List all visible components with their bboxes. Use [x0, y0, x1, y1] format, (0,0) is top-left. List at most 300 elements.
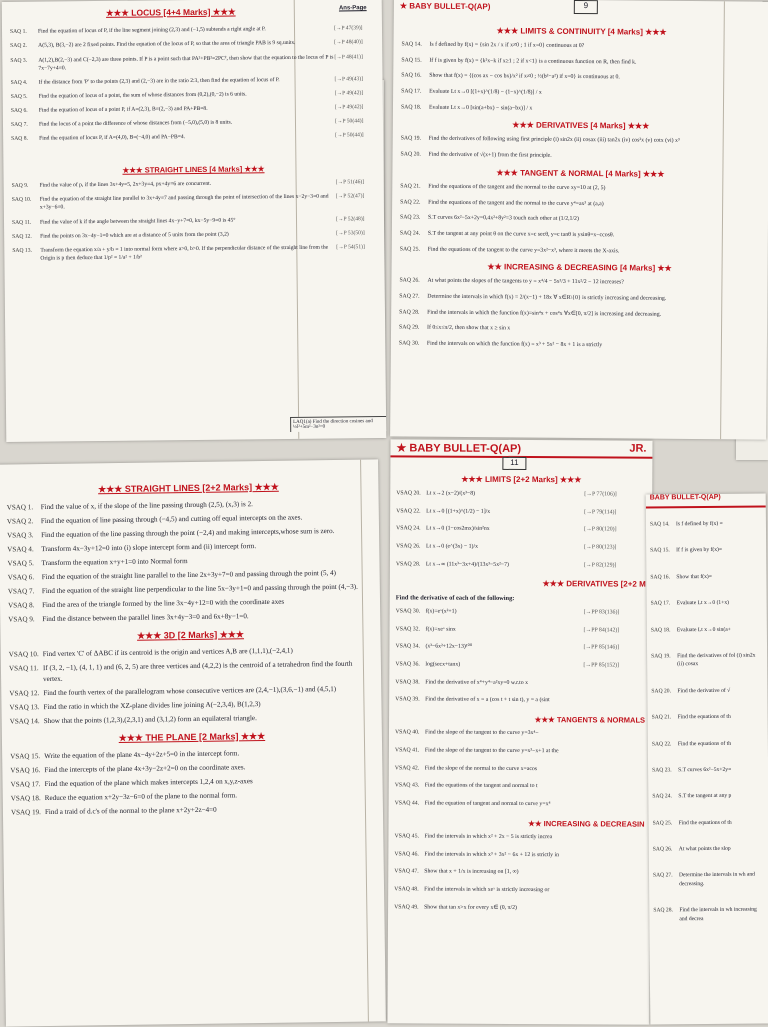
answer-page-reference: [→PP 83(136)]: [584, 608, 646, 617]
answer-page-reference: [→P 49(42)]: [335, 103, 375, 112]
locus-question-list: [10, 24, 375, 143]
question-text: Find the equation of the straight line parallel to the line 2x+3y+7=0 and passing through the point (5, 4): [42, 567, 372, 583]
fragment-question: [651, 599, 763, 608]
question-text: Find the equation of locus P, if A=(4,0), B=(−4,0) and PA−PB=4.: [39, 132, 335, 143]
question-number: SAQ 25.: [653, 819, 679, 828]
plane-vsaq: [11, 788, 375, 804]
question-number: SAQ 30.: [399, 339, 427, 348]
question-text: Find the area of the triangle formed by the line 3x−4y+12=0 with the coordinate axes: [42, 595, 372, 611]
question-text: Find the derivative of √: [677, 686, 763, 695]
question-text: f(x)=xeˣ sinx: [426, 625, 584, 635]
straight-line-question: [12, 215, 376, 227]
page-header: [390, 439, 652, 458]
question-text: log(secx+tanx): [425, 661, 583, 671]
straight-line-question: [12, 229, 376, 241]
question-number: VSAQ 1.: [7, 502, 41, 513]
question-text: Determine the intervals in wh and decreasing.: [679, 871, 765, 889]
question-text: Find the equation of locus of a point P, if A=(2,3), B=(2,−3) and PA+PB=8.: [39, 103, 335, 114]
question-text: (x³−6x²+12x−13)¹⁰⁰: [425, 643, 583, 653]
question-text: At what points the slopes of the tangents to y = x⁴/4 − 5x³/3 + 11x²/2 − 12 increases?: [427, 277, 759, 289]
question-text: Find the equations of the tangent to the curve y=3x²−x³, where it meets the X-axis.: [428, 245, 760, 257]
question-text: Show that the points (1,2,3),(2,3,1) and (3,1,2) form an equilateral triangle.: [44, 711, 374, 727]
question-number: SAQ 21.: [400, 182, 428, 191]
question-number: VSAQ 28.: [396, 560, 426, 569]
answer-page-reference: [→PP 84(142)]: [584, 626, 646, 635]
straight-line-question: [12, 178, 376, 190]
question-number: SAQ 11.: [12, 218, 40, 226]
fragment-question: [650, 572, 762, 581]
answer-page-reference: [→P 80(120)]: [584, 526, 646, 535]
textbook-page-top-right: [390, 0, 768, 440]
question-number: SAQ 10.: [12, 196, 40, 204]
locus-question: [10, 53, 374, 73]
locus-question: [11, 131, 375, 143]
answer-page-reference: [→P 51(46)]: [336, 178, 376, 187]
tangent-question-list: [400, 182, 761, 257]
derivative-question: [401, 151, 761, 163]
question-number: VSAQ 34.: [395, 643, 425, 652]
answer-page-reference: [→PP 85(146)]: [583, 644, 645, 653]
question-number: SAQ 23.: [652, 766, 678, 775]
question-text: A(5,3), B(3,−2) are 2 fixed points. Find the equation of the locus of P, so that the area of triangle PAB is 9 sq.units.: [38, 39, 334, 50]
answer-page-reference: [→P 50(44)]: [335, 131, 375, 140]
3d-vsaq: [9, 644, 373, 660]
answer-page-reference: [→P 77(106)]: [584, 490, 646, 499]
straight-line-vsaq: [8, 567, 372, 583]
textbook-page-bottom-left: [0, 459, 386, 1026]
question-text: Find the equations of th: [679, 818, 765, 827]
answer-page-reference: [→P 50(44)]: [335, 117, 375, 126]
tangent-vsaq: [395, 729, 645, 739]
increasing-section-title: ★★ INCREASING & DECREASING [4 Marks] ★★: [400, 261, 760, 276]
question-text: Find the value of x, if the slope of the line passing through (2,5), (x,3) is 2.: [41, 497, 371, 513]
tangents-vsaq-list: [395, 729, 645, 810]
answer-page-reference: [→P 47(39)]: [334, 24, 374, 33]
question-number: VSAQ 26.: [396, 542, 426, 551]
textbook-page-top-left: [2, 0, 387, 442]
question-number: SAQ 9.: [12, 182, 40, 190]
question-number: SAQ 12.: [12, 232, 40, 240]
question-text: Find the intervals in which x² + 2x − 5 is strictly increa: [424, 833, 644, 843]
question-number: VSAQ 3.: [7, 530, 41, 541]
derivative-vsaq: [395, 696, 645, 706]
question-text: Find vertex 'C' of ΔABC if its centroid is the origin and vertices A,B are (1,1,1),(−2,4,1): [43, 644, 373, 660]
question-text: Find the derivatives of fol (i) sin2x (ii) cosax: [677, 651, 763, 669]
fragment-question: [652, 765, 764, 774]
tangent-question: [400, 182, 760, 194]
plane-vsaq: [10, 746, 374, 762]
question-text: Find the equation of locus of a point, the sum of whose distances from (0,2),(0,−2) is 6 units.: [39, 89, 335, 100]
answer-page-reference: [→P 49(42)]: [335, 89, 375, 98]
derivative-vsaq: [396, 625, 646, 635]
question-number: SAQ 7.: [11, 121, 39, 129]
increasing-question: [399, 339, 759, 351]
question-text: Find the distance between the parallel lines 3x+4y−3=0 and 6x+8y−1=0.: [42, 609, 372, 625]
derivative-vsaq: [395, 660, 645, 670]
tangent-normal-section-title: ★★★ TANGENT & NORMAL [4 Marks] ★★★: [400, 166, 760, 181]
question-text: Show that tan x>x for every x∈ (0, π/2): [424, 903, 644, 913]
question-text: Find the derivative of x⁴+y⁴−a²xy=0 w.r.to x: [425, 678, 583, 688]
straight-line-vsaq: [7, 497, 371, 513]
fragment-question: [650, 546, 762, 555]
question-number: VSAQ 11.: [9, 663, 43, 674]
question-text: If the distance from 'P' to the points (2,3) and (2,−3) are in the ratio 2:3, then find the equation of locus of P.: [39, 75, 335, 86]
3d-vsaq: [9, 683, 373, 699]
question-number: SAQ 20.: [401, 151, 429, 160]
book-title: ★ BABY BULLET-Q(AP): [394, 0, 497, 13]
3d-vsaq: [10, 711, 374, 727]
question-number: SAQ 19.: [651, 652, 677, 661]
question-number: SAQ 6.: [11, 107, 39, 115]
question-number: VSAQ 13.: [9, 702, 43, 713]
tangent-vsaq: [395, 782, 645, 792]
limits-vsaq: [396, 542, 646, 552]
question-number: SAQ 14.: [401, 40, 429, 49]
limits-question: [401, 72, 761, 84]
question-number: VSAQ 7.: [8, 586, 42, 597]
question-text: Find the intervals on which the function f(x) = x³ + 5x² − 8x + 1 is a strictly: [427, 340, 759, 352]
question-number: SAQ 1.: [10, 28, 38, 36]
tangent-vsaq: [395, 746, 645, 756]
question-text: Lt x→0 [(1+x)^(1/2) − 1]/x: [426, 507, 584, 517]
question-text: Find the equation of the plane which makes intercepts 1,2,4 on x,y,z-axes: [44, 774, 374, 790]
question-number: VSAQ 40.: [395, 729, 425, 738]
question-number: VSAQ 6.: [8, 572, 42, 583]
derivatives-section-title: ★★★ DERIVATIVES [2+2 M: [396, 578, 646, 591]
question-text: If f is given by f(x)=: [676, 546, 762, 555]
question-text: Find the value of p, if the lines 3x+4y=5, 2x+3y=4, px+4y=6 are concurrent.: [40, 179, 336, 190]
question-text: Lt x→2 (x−2)/(x³−8): [426, 490, 584, 500]
question-number: SAQ 19.: [401, 135, 429, 144]
question-text: S.T curves 6x²−5x+2y=0,4x²+8y²=3 touch each other at (1/2,1/2): [428, 214, 760, 226]
limits-section-title: ★★★ LIMITS & CONTINUITY [4 Marks] ★★★: [402, 24, 762, 39]
derivative-vsaq: [396, 607, 646, 617]
question-number: VSAQ 36.: [395, 660, 425, 669]
question-number: VSAQ 10.: [9, 649, 43, 660]
question-number: SAQ 17.: [401, 87, 429, 96]
plane-section-title: ★★★ THE PLANE [2 Marks] ★★★: [10, 728, 374, 747]
tangent-question: [400, 229, 760, 241]
derivatives-intro: Find the derivative of each of the following:: [396, 594, 646, 605]
question-text: Show that f(x) = {(cos ax − cos bx)/x² if x≠0 ; ½(b²−a²) if x=0} is continuous at 0.: [429, 72, 761, 84]
question-number: SAQ 23.: [400, 214, 428, 223]
question-text: Find the points on 3x−4y−1=0 which are at a distance of 5 units from the point (3,2): [40, 229, 336, 240]
tangent-question: [400, 245, 760, 257]
textbook-page-fragment-right: [646, 493, 768, 1024]
increasing-question-list: [399, 277, 760, 352]
question-number: SAQ 8.: [11, 135, 39, 143]
laq-note: LAQ1(a) Find the direction cosines and ½l²+5m²−3n²=0: [290, 416, 386, 432]
increasing-vsaq: [394, 868, 644, 878]
question-text: Find the fourth vertex of the parallelogram whose consecutive vertices are (2,4,−1),(3,6,−1) and (4,5,1): [43, 683, 373, 699]
increasing-question: [399, 308, 759, 320]
question-text: Find the equations of the tangent and the normal to the curve y⁴=ax³ at (a,a): [428, 198, 760, 210]
3d-vsaq-list: [9, 644, 374, 727]
limits-vsaq: [396, 525, 646, 535]
increasing-section-title: ★★ INCREASING & DECREASIN: [394, 817, 644, 830]
question-number: VSAQ 48.: [394, 886, 424, 895]
question-number: VSAQ 44.: [395, 800, 425, 809]
question-number: VSAQ 47.: [394, 868, 424, 877]
plane-vsaq-list: [10, 746, 375, 818]
question-text: Find the intervals in which xeˣ is strictly increasing or: [424, 886, 644, 896]
book-title: ★ BABY BULLET-Q(AP): [390, 439, 527, 456]
increasing-question: [399, 324, 759, 336]
question-text: Find the equation of locus of P, if the line segment joining (2,3) and (−1,5) subtends a right angle at P.: [38, 25, 334, 36]
answer-page-reference: [→P 80(123)]: [584, 543, 646, 552]
locus-question: [11, 117, 375, 129]
limits-question: [401, 56, 761, 68]
page-number: 9: [574, 0, 598, 14]
question-number: VSAQ 22.: [396, 507, 426, 516]
question-number: SAQ 5.: [11, 92, 39, 100]
question-number: VSAQ 42.: [395, 764, 425, 773]
question-number: SAQ 29.: [399, 324, 427, 333]
question-number: VSAQ 24.: [396, 525, 426, 534]
derivatives-question-list: [401, 135, 761, 163]
question-number: SAQ 18.: [401, 103, 429, 112]
increasing-question: [399, 277, 759, 289]
question-text: Find the slope of the tangent to the curve y=x³−x+1 at the: [425, 747, 645, 757]
fragment-question: [653, 845, 765, 854]
question-number: SAQ 22.: [652, 740, 678, 749]
question-text: Is f defined by f(x) =: [676, 520, 762, 529]
question-number: VSAQ 30.: [396, 607, 426, 616]
question-text: Find the intervals in wh increasing and decrea: [679, 906, 765, 924]
answer-page-reference: [→P 82(129)]: [584, 561, 646, 570]
question-text: If 0≤x≤π/2, then show that x ≥ sin x: [427, 324, 759, 336]
fragment-question: [653, 871, 765, 889]
question-number: VSAQ 5.: [7, 558, 41, 569]
answer-page-reference: [→PP 85(152)]: [583, 661, 645, 670]
jr-label: JR.: [623, 441, 652, 457]
answer-page-reference: [→P 48(40)]: [334, 39, 374, 48]
increasing-vsaq-list: [394, 832, 644, 913]
question-number: SAQ 28.: [399, 308, 427, 317]
question-number: SAQ 4.: [11, 78, 39, 86]
limits-vsaq-list: [396, 489, 646, 570]
answer-page-reference: [→P 48(41)]: [334, 53, 374, 62]
straight-line-vsaq: [7, 511, 371, 527]
straight-lines-2m-title: ★★★ STRAIGHT LINES [2+2 Marks] ★★★: [6, 479, 370, 498]
fragment-question: [651, 686, 763, 695]
question-number: SAQ 16.: [650, 573, 676, 582]
straight-line-vsaq: [8, 595, 372, 611]
question-number: VSAQ 8.: [8, 600, 42, 611]
question-number: SAQ 15.: [401, 56, 429, 65]
question-number: VSAQ 17.: [10, 779, 44, 790]
question-number: VSAQ 41.: [395, 746, 425, 755]
question-number: VSAQ 45.: [394, 832, 424, 841]
question-number: VSAQ 14.: [10, 716, 44, 727]
question-text: Find the intercepts of the plane 4x+3y−2z+2=0 on the coordinate axes.: [44, 760, 374, 776]
question-text: Lt x→∞ (11x³−3x+4)/(13x³−5x²−7): [426, 560, 584, 570]
tangent-vsaq: [395, 764, 645, 774]
question-text: Evaluate Lt x→0 sin(a+: [677, 625, 763, 634]
plane-vsaq: [11, 802, 375, 818]
question-text: At what points the slop: [679, 845, 765, 854]
limits-vsaq: [396, 560, 646, 570]
question-text: Find the ratio in which the XZ-plane divides line joining A(−2,3,4), B(1,2,3): [43, 697, 373, 713]
answer-page-reference: [→P 79(114)]: [584, 508, 646, 517]
question-number: VSAQ 39.: [395, 696, 425, 705]
derivative-question: [401, 135, 761, 147]
limits-question: [401, 87, 761, 99]
locus-question: [11, 75, 375, 87]
straight-line-vsaq: [8, 581, 372, 597]
question-number: SAQ 13.: [12, 246, 40, 254]
locus-question: [10, 39, 374, 51]
straight-line-vsaq: [8, 609, 372, 625]
fragment-question: [651, 651, 763, 669]
fragment-question: [652, 792, 764, 801]
answer-page-reference: [→P 49(43)]: [334, 75, 374, 84]
straight-line-question: [12, 243, 376, 263]
derivative-vsaq: [395, 643, 645, 653]
question-text: Find the derivatives of following using first principle (i) sin2x (ii) cosax (iii) tan2x (iv) cos²x (v) cotx (vi) x³: [429, 135, 761, 147]
derivatives-section-title: ★★★ DERIVATIVES [4 Marks] ★★★: [401, 119, 761, 134]
limits-vsaq: [396, 507, 646, 517]
3d-vsaq: [9, 697, 373, 713]
increasing-vsaq: [394, 903, 644, 913]
question-text: Lt x→0 (e^(3x) − 1)/x: [426, 543, 584, 553]
question-text: Lt x→0 (1−cos2mx)/sin²nx: [426, 525, 584, 535]
answer-page-reference: [→P 53(50)]: [336, 229, 376, 238]
locus-question: [10, 24, 374, 36]
question-number: VSAQ 2.: [7, 516, 41, 527]
straight-line-question: [12, 192, 376, 212]
3d-vsaq: [9, 658, 373, 685]
question-number: SAQ 28.: [653, 907, 679, 916]
question-text: If f is given by f(x) = {k²x−k if x≥1 ; 2 if x<1} is a continuous function on R, then find k.: [429, 56, 761, 68]
question-text: A(1,2),B(2,−3) and C(−2,3) are three points. If P is a point such that PA²+PB²=2PC², then show that the equation to the locus of P is 7x−7y+4=0.: [38, 53, 334, 72]
question-text: Find the locus of a point the difference of whose distances from (−5,0),(5,0) is 8 units.: [39, 118, 335, 129]
question-number: SAQ 21.: [652, 713, 678, 722]
increasing-vsaq: [394, 832, 644, 842]
fragment-question: [651, 625, 763, 634]
question-text: Find the equation of the straight line perpendicular to the line 5x−3y+1=0 and passing through the point (4,−3).: [42, 581, 372, 597]
fragment-question: [652, 713, 764, 722]
question-text: Find the value of k if the angle between the straight lines 4x−y+7=0, kx−5y−9=0 is 45°: [40, 215, 336, 226]
question-number: VSAQ 46.: [394, 850, 424, 859]
fragment-question: [650, 520, 762, 529]
question-text: Find the derivative of √(x+1) from the first principle.: [429, 151, 761, 163]
question-text: Find the intervals in which the function f(x)=sin⁴x + cos⁴x ∀x∈[0, π/2] is increasing and decreasing.: [427, 308, 759, 320]
derivative-vsaq: [395, 678, 645, 688]
straight-line-vsaq: [7, 525, 371, 541]
question-text: Evaluate Lt x→0 [sin(a+bx) − sin(a−bx)] / x: [429, 103, 761, 115]
question-number: VSAQ 49.: [394, 903, 424, 912]
ans-page-header: Ans-Page: [332, 4, 374, 17]
fragment-question-list: [650, 520, 766, 924]
question-number: SAQ 15.: [650, 547, 676, 556]
question-text: Is f defined by f(x) = {sin 2x / x if x≠0 ; 1 if x=0} continuous at 0?: [429, 41, 761, 53]
question-number: VSAQ 15.: [10, 751, 44, 762]
question-number: SAQ 24.: [400, 229, 428, 238]
3d-section-title: ★★★ 3D [2 Marks] ★★★: [8, 626, 372, 645]
question-text: Find the intervals in which x³ + 3x² − 6x + 12 is strictly in: [424, 850, 644, 860]
question-number: SAQ 22.: [400, 198, 428, 207]
question-number: SAQ 26.: [399, 277, 427, 286]
question-number: VSAQ 19.: [11, 807, 45, 818]
question-text: S.T the tangent at any p: [678, 792, 764, 801]
question-number: VSAQ 18.: [11, 793, 45, 804]
question-number: VSAQ 20.: [396, 489, 426, 498]
increasing-vsaq: [394, 850, 644, 860]
question-text: Reduce the equation x+2y−3z−6=0 of the plane to the normal form.: [45, 788, 375, 804]
question-text: Find the equation of line passing through (−4,5) and cutting off equal intercepts on the axes.: [41, 511, 371, 527]
fragment-question: [652, 739, 764, 748]
question-text: Show that f(x)=: [676, 572, 762, 581]
question-number: VSAQ 32.: [396, 625, 426, 634]
straight-line-vsaq: [7, 539, 371, 555]
question-number: VSAQ 9.: [8, 614, 42, 625]
fragment-question: [653, 906, 765, 924]
question-text: Find the equation of the straight line parallel to 3x+4y=7 and passing through the point of intersection of the lines x−2y−3=0 and x+3y−6=0.: [40, 193, 336, 212]
question-text: Find the equations of the tangent and normal to t: [425, 782, 645, 792]
straight-line-vsaq: [7, 553, 371, 569]
locus-section-title: ★★★ LOCUS [4+4 Marks] ★★★: [10, 5, 332, 21]
question-number: VSAQ 38.: [395, 678, 425, 687]
answer-page-reference: [→P 54(51)]: [336, 243, 376, 252]
question-text: Transform 4x−3y+12=0 into (i) slope intercept form and (ii) intercept form.: [41, 539, 371, 555]
limits-vsaq: [396, 489, 646, 499]
fragment-question: [653, 818, 765, 827]
question-text: Find the equations of th: [678, 713, 764, 722]
question-number: SAQ 27.: [653, 872, 679, 881]
question-number: SAQ 17.: [651, 599, 677, 608]
plane-vsaq: [10, 774, 374, 790]
question-number: SAQ 25.: [400, 245, 428, 254]
question-text: Find the equations of the tangent and the normal to the curve xy=10 at (2, 5): [428, 182, 760, 194]
fragment-header: BABY BULLET-Q(AP): [646, 493, 766, 508]
question-number: SAQ 27.: [399, 292, 427, 301]
question-text: If (3, 2, −1), (4, 1, 1) and (6, 2, 5) are three vertices and (4,2,2) is the centroid of a tetrahedron find the fourth vertex.: [43, 658, 373, 685]
straight-lines-question-list: [12, 178, 377, 263]
textbook-page-bottom-right: [387, 439, 652, 1024]
question-text: Find the equations of th: [678, 739, 764, 748]
locus-question: [11, 103, 375, 115]
page-number: 11: [502, 457, 526, 470]
tangent-question: [400, 214, 760, 226]
question-number: SAQ 2.: [10, 42, 38, 50]
tangents-normals-title: ★★★ TANGENTS & NORMALS: [395, 714, 645, 727]
question-text: Evaluate Lt x→0 (1+x): [677, 599, 763, 608]
question-text: Write the equation of the plane 4x−4y+2z+5=0 in the intercept form.: [44, 746, 374, 762]
tangent-vsaq: [395, 800, 645, 810]
question-text: Evaluate Lt x→0 [(1+x)^(1/8) − (1−x)^(1/8)] / x: [429, 88, 761, 100]
question-text: Find the slope of the tangent to the curve y=3x⁴−: [425, 729, 645, 739]
question-text: Transform the equation x+y+1=0 into Normal form: [41, 553, 371, 569]
limits-question-list: [401, 40, 762, 115]
question-text: Show that x + 1/x is increasing on [1, ∞): [424, 868, 644, 878]
limits-section-title: ★★★ LIMITS [2+2 Marks] ★★★: [396, 473, 646, 486]
limits-question: [401, 103, 761, 115]
question-number: SAQ 16.: [401, 72, 429, 81]
question-text: Find the slope of the normal to the curve x=acos: [425, 764, 645, 774]
question-number: VSAQ 4.: [7, 544, 41, 555]
answer-page-reference: [→P 52(48)]: [336, 215, 376, 224]
tangent-question: [400, 198, 760, 210]
question-number: VSAQ 12.: [9, 688, 43, 699]
question-text: f(x)=eˣ(x²+1): [426, 608, 584, 618]
question-text: S.T the tangent at any point θ on the curve x=c secθ, y=c tanθ is ysinθ=x−ccosθ.: [428, 230, 760, 242]
increasing-question: [399, 292, 759, 304]
question-number: SAQ 3.: [10, 56, 38, 64]
straight-lines-vsaq-list: [7, 497, 373, 625]
question-text: Transform the equation x/a + y/b = 1 into normal form where a>0, b>0. If the perpendicular distance of the straight line from the Origin is p then deduce that 1/p² = 1/a² + 1/b²: [40, 243, 336, 262]
increasing-vsaq: [394, 886, 644, 896]
